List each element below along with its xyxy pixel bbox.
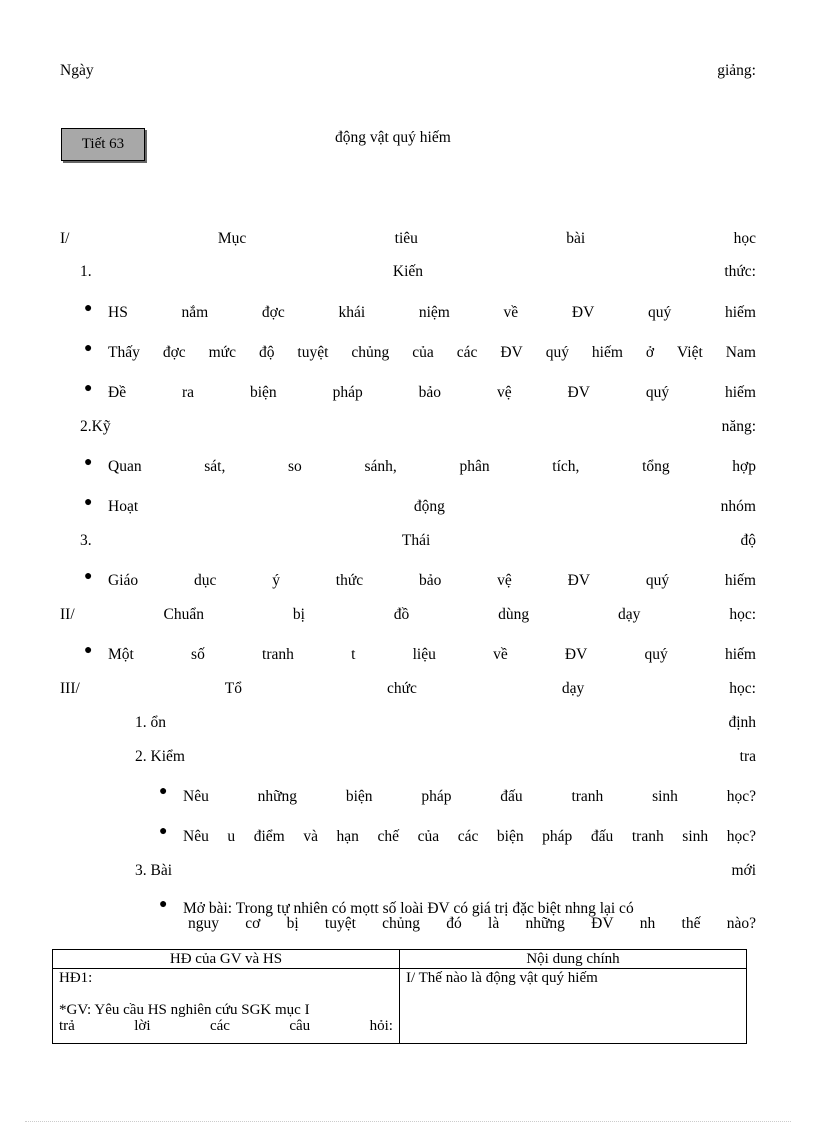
word: quý [647,304,672,321]
word: của [412,344,434,361]
word: học? [726,828,756,845]
organization-heading [60,680,756,698]
skills-heading [80,418,756,436]
word: sánh, [364,458,397,475]
word: 3. [80,532,92,549]
page-bottom-rule [25,1121,791,1122]
attitude-item-1 [108,572,756,590]
word: các [457,828,479,845]
word: Đề [108,384,127,401]
word: về [503,304,519,321]
objectives-heading [60,230,756,248]
lesson-title: động vật quý hiếm [335,129,451,146]
word: các [209,1018,230,1034]
bullet-icon: ● [159,824,168,839]
word: liệu [412,646,436,663]
knowledge-item-3 [108,384,756,402]
bullet-icon: ● [159,784,168,799]
activity-instruction-cont [59,1018,393,1034]
word: sinh [652,788,678,805]
word: đó [446,915,462,932]
content-cell [400,969,747,1044]
word: đấu [500,788,523,805]
word: đấu [590,828,614,845]
word: bài [566,230,586,247]
word: pháp [421,788,452,805]
word: đợc [162,344,186,361]
word: là [488,915,500,932]
word: học [733,230,756,247]
word: vệ [496,384,512,401]
word: hạn [336,828,359,845]
word: Thái [401,532,431,549]
word: chế [377,828,400,845]
word: Mục [217,230,247,247]
word: các [456,344,478,361]
word: Nêu [183,828,209,845]
preparation-item-1 [108,646,756,664]
word: biện [496,828,524,845]
word: Thấy [108,344,140,361]
word: Quan [108,458,142,475]
word: tranh [631,828,664,845]
word: tích, [552,458,580,475]
word: thức: [724,263,756,280]
word: chủng [351,344,390,361]
word: biện [249,384,277,401]
word: niệm [418,304,450,321]
word: quý [545,344,569,361]
word: I/ [60,230,70,247]
question-1 [183,788,756,806]
bullet-icon: ● [84,341,93,356]
word: độ [258,344,275,361]
word: HS [108,304,128,321]
step-new-lesson [135,862,756,880]
knowledge-heading [80,263,756,281]
word: nh [639,915,656,932]
word: ĐV [567,572,591,589]
word: quý [645,384,670,401]
word: Việt [677,344,703,361]
word: ĐV [567,384,590,401]
word: pháp [332,384,363,401]
word: học: [729,606,756,623]
word: ở [645,344,655,361]
bullet-icon: ● [84,301,93,316]
word: ĐV [500,344,523,361]
word: u [227,828,236,845]
word: trả [59,1018,75,1034]
word: ý [272,572,280,589]
word: của [417,828,440,845]
word: cơ [245,915,261,932]
word: bị [292,606,305,623]
activities-cell [53,969,400,1044]
word: động [413,498,445,515]
word: độ [740,532,756,549]
word: pháp [542,828,573,845]
word: hỏi: [369,1018,393,1034]
table-header-row [53,950,747,969]
word: phân [459,458,490,475]
word: hiếm [724,304,756,321]
content-heading: I/ Thế nào là động vật quý hiếm [406,970,598,986]
word: khái [338,304,366,321]
word: Kiến [392,263,424,280]
word: biện [345,788,373,805]
word: hiếm [725,384,756,401]
word: 1. ổn [135,714,166,731]
word: 2.Kỹ [80,418,111,435]
word: bảo [418,572,442,589]
step-stabilize [135,714,756,732]
word: Giáo [108,572,139,589]
word: tra [739,748,756,765]
period-badge [61,128,145,161]
date-label: Ngày [60,62,94,79]
word: ĐV [564,646,588,663]
word: Hoạt [108,498,139,515]
word: đợc [261,304,285,321]
word: Một [108,646,134,663]
question-2 [183,828,756,846]
word: tuyệt [297,344,329,361]
knowledge-item-1 [108,304,756,322]
preparation-heading [60,606,756,624]
word: Nam [725,344,756,361]
bullet-icon: ● [84,643,93,658]
word: so [288,458,302,475]
col-content-header: Nội dung chính [400,950,747,969]
word: hiếm [591,344,623,361]
word: đồ [393,606,410,623]
word: những [525,915,565,932]
word: thức [335,572,364,589]
word: bị [286,915,299,932]
word: quý [644,646,668,663]
word: chủng [382,915,421,932]
word: nguy [188,915,219,932]
word: nào? [726,915,756,932]
word: ĐV [571,304,595,321]
word: dạy [561,680,585,697]
word: 1. [80,263,92,280]
attitude-heading [80,532,756,550]
word: 3. Bài [135,862,173,879]
skills-item-1 [108,458,756,476]
word: Chuẩn [163,606,204,623]
teach-label: giảng: [717,62,756,79]
word: bảo [418,384,442,401]
skills-item-2 [108,498,756,516]
bullet-icon: ● [84,381,93,396]
word: hợp [732,458,756,475]
word: nhóm [720,498,756,515]
word: lời [134,1018,151,1034]
word: vệ [497,572,512,589]
bullet-icon: ● [84,495,93,510]
word: tranh [262,646,294,663]
intro-line-1: Mở bài: Trong tự nhiên có mọtt số loài ĐV có giá trị đặc biệt nhng lại có [183,900,634,917]
word: học: [729,680,756,697]
word: hiếm [724,646,756,663]
word: t [351,646,356,663]
word: mới [731,862,756,879]
word: quý [645,572,670,589]
table-row [53,969,747,1044]
word: học? [726,788,756,805]
word: III/ [60,680,80,697]
period-badge-text: Tiết 63 [81,136,125,152]
word: định [728,714,756,731]
col-activities-header: HĐ của GV và HS [53,950,400,969]
word: Nêu [183,788,209,805]
bullet-icon: ● [84,455,93,470]
word: số [191,646,205,663]
word: sát, [204,458,226,475]
word: câu [289,1018,311,1034]
word: chức [386,680,417,697]
knowledge-item-2 [108,344,756,362]
activity-label: HĐ1: [59,970,93,986]
spacer [59,986,393,1002]
word: dùng [498,606,530,623]
word: dục [193,572,217,589]
word: Tổ [224,680,242,697]
word: ĐV [591,915,614,932]
word: tổng [642,458,670,475]
word: về [493,646,508,663]
word: tranh [571,788,604,805]
step-check [135,748,756,766]
word: điểm [253,828,285,845]
word: và [303,828,318,845]
word: 2. Kiểm [135,748,185,765]
intro-line-2 [188,916,756,932]
word: nắm [181,304,209,321]
lesson-activity-table [52,949,747,1044]
word: sinh [682,828,709,845]
word: mức [208,344,236,361]
word: năng: [721,418,756,435]
word: những [257,788,298,805]
word: hiếm [724,572,756,589]
bullet-icon: ● [84,569,93,584]
bullet-icon: ● [159,897,168,912]
word: ra [182,384,195,401]
word: tiêu [394,230,418,247]
word: thế [681,915,701,932]
word: tuyệt [324,915,356,932]
activity-instruction: *GV: Yêu cầu HS nghiên cứu SGK mục I [59,1002,310,1018]
word: II/ [60,606,75,623]
word: dạy [618,606,641,623]
